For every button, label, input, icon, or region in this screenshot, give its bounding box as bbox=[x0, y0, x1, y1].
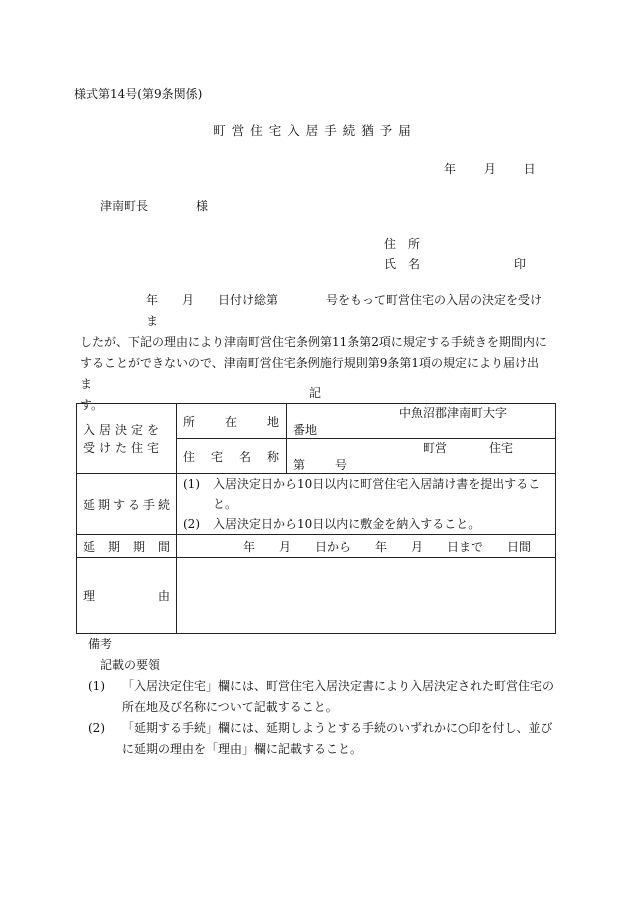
note-item bbox=[88, 718, 558, 760]
location-value: 中魚沼郡津南町大字 bbox=[399, 406, 508, 420]
name-value-2: 住宅 bbox=[489, 441, 514, 455]
note-text: 「延期する手続」欄には、延期しようとする手続のいずれかに○印を付し、並びに延期の理由を「理由」欄に記載すること。 bbox=[122, 721, 553, 756]
seal-mark: 印 bbox=[514, 257, 527, 271]
name-label: 氏 名 bbox=[384, 257, 421, 271]
body-line: することができないので、津南町営住宅条例施行規則第9条第1項の規定により届け出ま bbox=[80, 356, 540, 391]
note-num: (1) bbox=[88, 679, 105, 693]
body-line: 年 月 日付け総第 号をもって町営住宅の入居の決定を受けま bbox=[146, 293, 543, 328]
housing-label: 入居決定を受けた住宅 bbox=[83, 422, 164, 455]
body-line: したが、下記の理由により津南町営住宅条例第11条第2項に規定する手続きを期間内に bbox=[80, 335, 547, 349]
document-title: 町営住宅入居手続猶予届 bbox=[213, 123, 417, 138]
procedure-list bbox=[177, 474, 556, 535]
date-line bbox=[444, 161, 536, 177]
date-month: 月 bbox=[483, 162, 496, 176]
procedure-num: (1) bbox=[183, 477, 200, 491]
notes-section bbox=[88, 634, 558, 760]
name-row bbox=[384, 256, 534, 276]
date-year: 年 bbox=[444, 162, 457, 176]
applicant-block bbox=[384, 236, 534, 276]
housing-name-label: 住宅名称 bbox=[183, 449, 279, 464]
note-item bbox=[88, 676, 558, 718]
details-table bbox=[76, 403, 556, 634]
period-label-cell bbox=[77, 535, 177, 558]
form-number: 様式第14号(第9条関係) bbox=[74, 87, 203, 101]
location-label: 所在地 bbox=[183, 414, 279, 429]
notes-heading: 備考 bbox=[88, 637, 113, 651]
addressee-honorific: 様 bbox=[196, 199, 209, 213]
addressee-name: 津南町長 bbox=[100, 199, 149, 213]
procedure-label-cell bbox=[77, 474, 177, 535]
location-value-cell bbox=[287, 404, 556, 439]
period-text: 年 月 日から 年 月 日まで 日間 bbox=[243, 539, 532, 554]
address-row bbox=[384, 236, 534, 256]
reason-value-cell bbox=[177, 558, 556, 634]
note-num: (2) bbox=[88, 721, 105, 735]
location-label-cell bbox=[177, 404, 287, 439]
reason-label-cell bbox=[77, 558, 177, 634]
notes-subheading: 記載の要領 bbox=[100, 658, 161, 672]
name-value-3: 第 bbox=[293, 458, 306, 472]
body-line: す。 bbox=[80, 398, 104, 412]
housing-label-cell bbox=[77, 404, 177, 474]
name-value-cell bbox=[287, 439, 556, 474]
name-value-1: 町営 bbox=[423, 441, 448, 455]
procedure-item bbox=[183, 514, 549, 534]
procedure-item bbox=[183, 474, 549, 514]
name-label-cell bbox=[177, 439, 287, 474]
procedure-label: 延期する手続 bbox=[83, 497, 170, 512]
ki-heading: 記 bbox=[308, 386, 321, 400]
period-label: 延期期間 bbox=[83, 539, 170, 554]
procedure-num: (2) bbox=[183, 517, 200, 531]
date-day: 日 bbox=[523, 162, 536, 176]
procedure-text: 入居決定日から10日以内に敷金を納入すること。 bbox=[213, 517, 481, 531]
note-text: 「入居決定住宅」欄には、町営住宅入居決定書により入居決定された町営住宅の所在地及び名称について記載すること。 bbox=[122, 679, 555, 714]
procedure-text: 入居決定日から10日以内に町営住宅入居請け書を提出すること。 bbox=[213, 477, 541, 511]
addressee bbox=[100, 198, 208, 214]
name-value-4: 号 bbox=[335, 458, 348, 472]
reason-label: 理由 bbox=[83, 589, 170, 603]
address-label: 住 所 bbox=[384, 237, 421, 251]
period-value-cell bbox=[177, 535, 556, 558]
location-suffix: 番地 bbox=[293, 423, 318, 437]
